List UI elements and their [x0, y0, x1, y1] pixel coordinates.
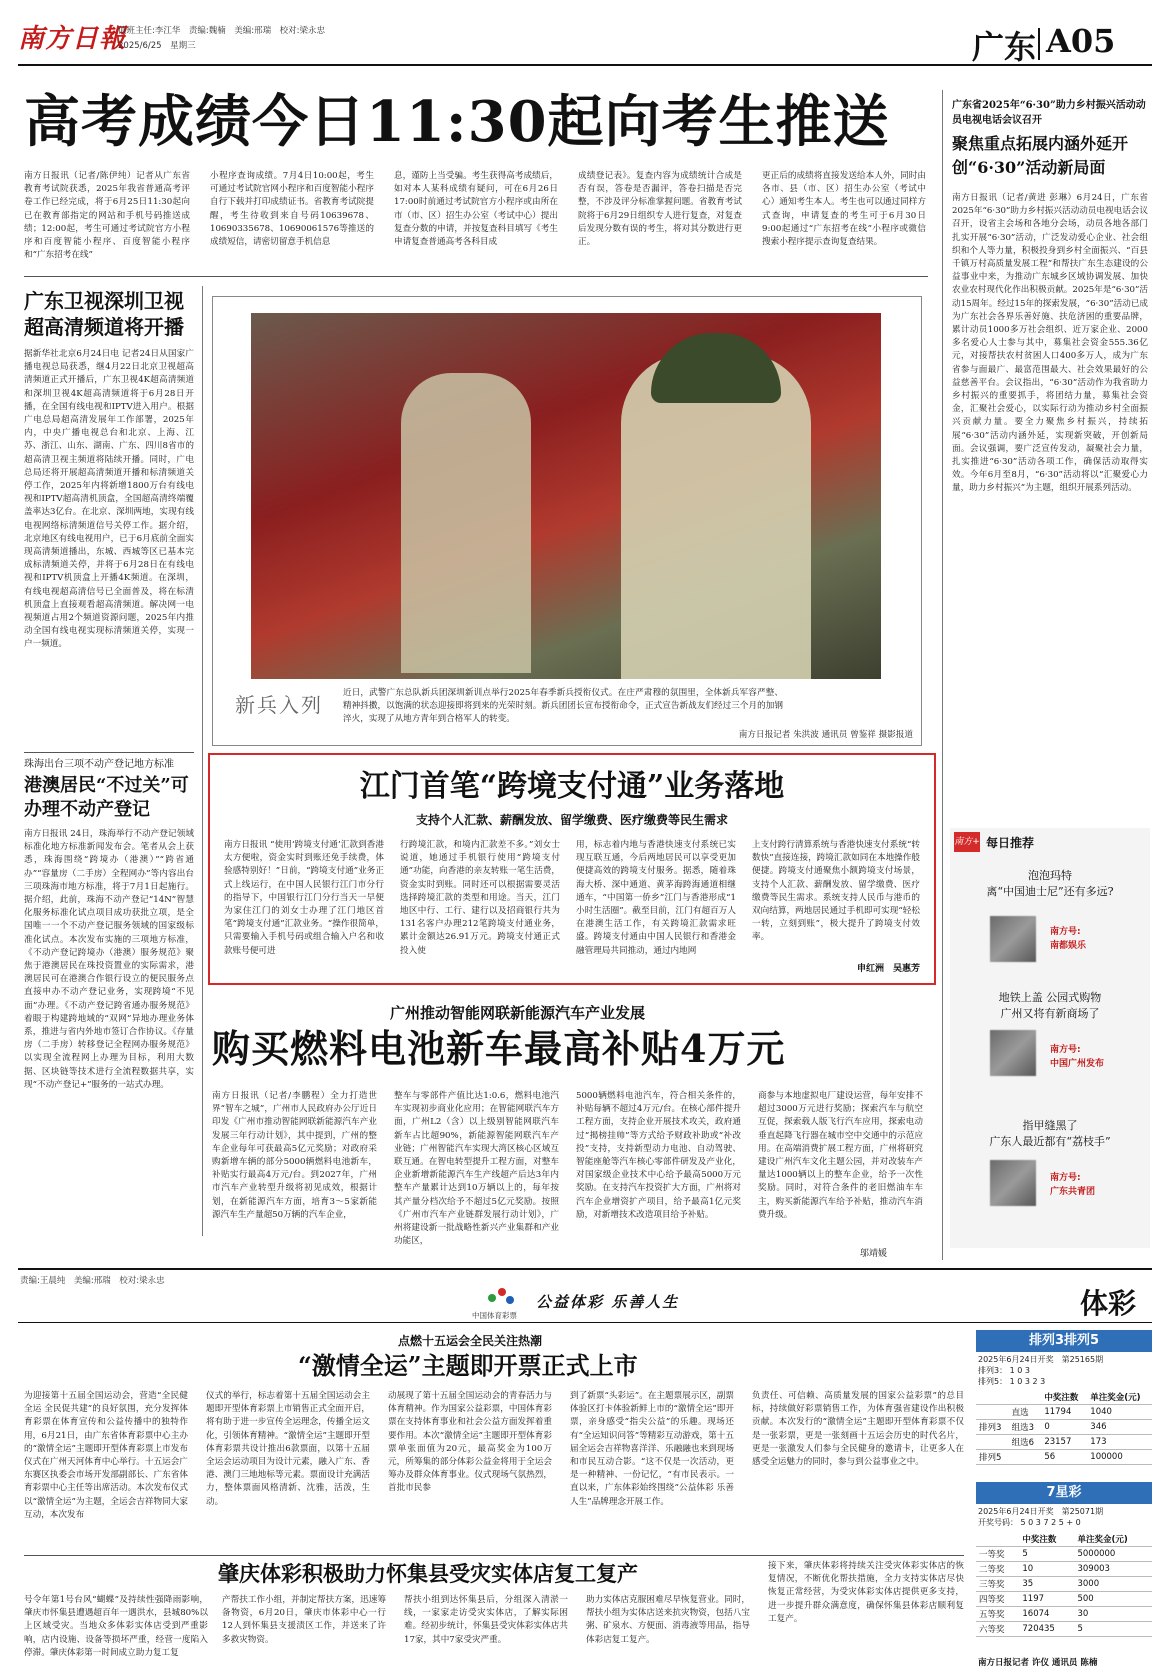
photo-frame [212, 296, 922, 746]
s7-table-cell: 16074 [1019, 1607, 1074, 1622]
left-story2-headline: 港澳居民“不过关”可办理不动产登记 [24, 775, 189, 820]
p3-table-header-cell: 中奖注数 [1041, 1390, 1087, 1405]
page-number: A05 [1046, 22, 1116, 60]
p3-table-cell: 56 [1041, 1450, 1087, 1465]
photo-credit: 南方日报记者 朱洪波 通讯员 曾鉴祥 摄影报道 [738, 730, 913, 740]
sports-col-2: 仪式的举行，标志着第十五届全国运动会主题即开型体育彩票上市销售正式全面开启，将有助于进一步宣传全运理念，传播全运文化，引领体育精神。“激情全运”主题即开型体育彩票共设计推出6款票面，以第十五届全运会运动项目为设计元素，融入广东、香港、澳门三地地标等元素。票面设计充满活力，整体票面风格清新、沈雅，活泼，生动。 [206, 1391, 370, 1507]
sports-headline: “激情全运”主题即开票正式上市 [298, 1351, 638, 1380]
recommend-source: 南都娱乐 [1050, 941, 1087, 951]
editors-line: 值班主任:李江华 责编:魏楠 美编:邢瑞 校对:梁永忠 [118, 26, 325, 36]
p3-title: 排列3排列5 [976, 1330, 1152, 1352]
s7-table-row [976, 1562, 1152, 1577]
s7-table-header-cell: 中奖注数 [1019, 1532, 1074, 1547]
section-divider [1038, 28, 1040, 60]
s7-table-cell: 一等奖 [976, 1547, 1019, 1562]
recommend-brand: 南方+ [954, 832, 980, 852]
jiangmen-byline: 申红洲 吴惠芳 [856, 964, 920, 974]
p3-table-cell [976, 1405, 1009, 1420]
p3-table-row [976, 1405, 1152, 1420]
left-column-divider [202, 286, 203, 1236]
jiangmen-subhead: 支持个人汇款、薪酬发放、留学缴费、医疗缴费等民生需求 [415, 813, 728, 827]
lower-section-rule [18, 1268, 1152, 1270]
p3-table-header-row [976, 1390, 1152, 1405]
p3-table-cell: 直选 [1009, 1405, 1042, 1420]
recommend-item-title: 泡泡玛特 离“中国迪士尼”还有多远? [986, 869, 1114, 898]
s7-table-cell: 35 [1019, 1577, 1074, 1592]
recommend-item-2[interactable] [950, 990, 1150, 1110]
recommend-source: 广东共青团 [1050, 1187, 1096, 1197]
s7-table-row [976, 1577, 1152, 1592]
recommend-thumbnail [990, 1030, 1036, 1076]
sports-bottom-rule [24, 1555, 964, 1556]
s7-table-header-row [976, 1532, 1152, 1547]
s7-table-header-cell: 单注奖金(元) [1074, 1532, 1152, 1547]
lead-col-2: 小程序查询成绩。7月4日10:00起，考生可通过考试院官网小程序和百度智能小程序自行下载并打印成绩证书。省教育考试院提醒，考生待收到来自号码10639678、10690335678、10690061576等推送的成绩短信，请密切留意手机信息 [210, 171, 374, 248]
recommend-item-title: 地铁上盖 公园式购物 广州又将有新商场了 [998, 991, 1102, 1020]
p3-table-cell: 173 [1087, 1435, 1152, 1450]
s7-table-cell: 五等奖 [976, 1607, 1019, 1622]
s7-table-cell: 5 [1074, 1622, 1152, 1637]
p3-table-cell: 0 [1041, 1420, 1087, 1435]
s7-table-row [976, 1622, 1152, 1637]
date-line: 2025/6/25 星期三 [118, 41, 196, 51]
jiangmen-col-4: 上支付跨行清算系统与香港快速支付系统“转数快”直接连接，跨境汇款如同在本地操作般便捷。跨境支付通聚焦小额跨境支付场景，支持个人汇款、薪酬发放、留学缴费、医疗缴费等民生需求。系统支持人民币与港币的双向结算，两地居民通过手机即可实现“轻松一转，立刻到账”，极大提升了跨境支付效率。 [752, 840, 920, 943]
left-story1-body: 据新华社北京6月24日电 记者24日从国家广播电视总局获悉，继4月22日北京卫视超高清频道正式开播后，广东卫视4K超高清频道和深圳卫视4K超高清频道将于6月28日开播，在全国有线电视和IPTV进入用户。根据广电总局超高清发展年工作部署，2025年内，中央广播电视总台和北京、上海、江苏、浙江、山东、湖南、广东、四川8省市的超高清卫视主频道将陆续开播。同时，广电总局还将开展超高清频道开播和标清频道关停工作，2025年内将新增1800万台有线电视和IPTV超高清机顶盒，全国超高清终端覆盖率达3亿台。在北京、深圳两地，实现有线电视网络标清频道信号关停工作。据介绍，北京地区有线电视用户，已于6月底前全面实现高清频道播出，东城、西城等区已基本完成标清频道关停，并将于6月28日在有线电视和IPTV机顶盒上开播4K频道。在深圳，有线电视超高清信号已全面普及，将在标清机顶盒上直接观看超高清频道。解决网一电视频道占用2个频道资源问题，2025年内推动全国有线电视实现标清频道关停，实现一户一频道。 [24, 349, 194, 650]
photo-caption-text: 近日，武警广东总队新兵团深圳新训点举行2025年春季新兵授衔仪式。在庄严肃穆的氛围里，全体新兵军容严整、精神抖擞，以饱满的状态迎接即将到来的光荣时刻。新兵团团长宣布授衔命令，正式宣告新战友们经过三个月的加钢淬火，实现了从地方青年到合格军人的转变。 [343, 688, 783, 725]
left-story2-body: 南方日报讯 24日，珠海举行不动产登记领域标准化地方标准新闻发布会。笔者从会上获悉，珠海围绕“跨境办（港澳）”“跨省通办”“容量房（二手房）全程网办”等内容出台三项珠海市地方标准，将于7月1日起施行。据介绍，此前，珠海不动产登记“14N”智慧化服务标准化试点项目成功获批立项，是全国唯一一个不动产登记服务领域的国家级标准化试点。本次发布实施的三项地方标准，《不动产登记跨境办（港澳）服务规范》聚焦于港澳居民在珠投资置业的实际需求，港澳居民可在港澳合作银行设立的便民服务点直接申办不动产登记业务，实现跨境“不见面”办理。《不动产登记跨省通办服务规范》着眼于构建跨地域的“双网”异地办理业务体系，推进与省内外地市签订合作协议。《存量房（二手房）转移登记全程网办服务规范》以实现全流程网上办理为目标，利用大数据、区块链等技术进行全流程数据共享，实现“不动产登记+”服务的一站式办理。 [24, 829, 194, 1090]
lead-col-5: 更正后的成绩将直接发送给本人外，同时由各市、县（市、区）招生办公室（考试中心）通知考生本人。考生也可以通过同样方式查询，申请复查的考生可于6月30日9:00起通过“广东招考在线”小程序或微信搜索小程序提示查询复查结果。 [762, 171, 926, 248]
sports-col-5: 负责任、可信赖、高质量发展的国家公益彩票”的总目标，持续做好彩票销售工作，为体育强省建设作出积极贡献。本次发行的“激情全运”主题即开型体育彩票不仅是一张彩票，更是一张刻画十五运会历史的时代名片，更是一张激发人们参与全民健身的邀请卡，让更多人在感受全运魅力的同时，参与到公益事业之中。 [752, 1391, 964, 1468]
recommend-item-title: 指甲缝黑了 广东人最近都有“荔枝手” [989, 1119, 1111, 1148]
masthead-rule [18, 64, 1152, 66]
p3-table [976, 1390, 1152, 1465]
zhaoqing-headline: 肇庆体彩积极助力怀集县受灾实体店复工复产 [218, 1561, 638, 1586]
sports-col-3: 动展现了第十五届全国运动会的青春活力与体育精神。作为国家公益彩票，中国体育彩票在支持体育事业和社会公益方面发挥着重要作用。本次“激情全运”主题即开型体育彩票单张面值为20元，最高奖金为100万元，所筹集的部分体彩公益金将用于全运会筹办及群众体育事业。仪式现场气氛热烈，首批市民参 [388, 1391, 552, 1494]
p3-table-cell: 排列3 [976, 1420, 1009, 1435]
left-story2-rule [24, 752, 194, 753]
s7-table-cell: 二等奖 [976, 1562, 1019, 1577]
p3-table-row [976, 1435, 1152, 1450]
s7-table-cell: 500 [1074, 1592, 1152, 1607]
photo-soldier-left [401, 373, 531, 673]
p3-table-cell: 23157 [1041, 1435, 1087, 1450]
lottery-logo-dot-red [498, 1288, 506, 1296]
recommend-item-1[interactable] [950, 868, 1150, 988]
lead-headline: 高考成绩今日11:30起向考生推送 [24, 89, 890, 155]
s7-info: 2025年6月24日开奖 第25071期 开奖号码： 5 0 3 7 2 5 + 0 [978, 1507, 1104, 1527]
lottery-footer: 南方日报记者 许仪 通讯员 陈楠 [978, 1658, 1098, 1668]
s7-table-cell: 1197 [1019, 1592, 1074, 1607]
p3-table-header-cell [1009, 1390, 1042, 1405]
lottery-brand: 中国体育彩票 [472, 1311, 517, 1320]
right-story-headline: 聚焦重点拓展内涵外延开创“6·30”活动新局面 [952, 134, 1129, 177]
right-column-divider [942, 90, 943, 1260]
sports-col-4: 到了新票“头彩运”。在主题票展示区，副票体验区打卡体验新鲜上市的“激情全运”即开票，亲身感受“指尖公益”的乐趣。现场还有“全运知识问答”等精彩互动游戏，第十五届全运会吉祥物喜洋洋、乐融融也来到现场和市民互动合影。“这不仅是一次活动，更是一种精神、一份记忆，“有市民表示。一直以来，广东体彩始终围绕“公益体彩 乐善人生”品牌理念开展工作。 [570, 1391, 734, 1507]
lottery-slogan: 公益体彩 乐善人生 [536, 1293, 680, 1311]
p3-info: 2025年6月24日开奖 第25165期 排列3： 1 0 3 排列5： 1 0 3 2 3 [978, 1355, 1104, 1386]
sports-kicker: 点燃十五运会全民关注热潮 [398, 1334, 543, 1348]
recommend-panel [950, 828, 1150, 1248]
lower-header-rule [18, 1322, 1152, 1323]
guangzhou-col-3: 5000辆燃料电池汽车，符合相关条件的，补贴每辆不超过4万元/台。在核心部件提升工程方面，支持企业开展技术攻关，政府通过“揭榜挂帅”等方式给予财政补助或“补改投”支持，支持新型动力电池、自动驾驶、智能座舱等汽车核心零部件研发及产业化，对国家级企业技术中心给予最高5000万元奖励。在支持汽车投资扩大方面，广州将对汽车企业增资扩产项目，给予最高1亿元奖励，对新增技术改造项目给予补贴。 [576, 1091, 741, 1220]
recommend-thumbnail [990, 1160, 1036, 1206]
p3-table-header-cell: 单注奖金(元) [1087, 1390, 1152, 1405]
s7-table-header-cell [976, 1532, 1019, 1547]
lottery-logo-dot-blue [506, 1296, 514, 1304]
photo-cap [651, 333, 781, 403]
lead-col-4: 成绩登记表》。复查内容为成绩统计合成是否有误，答卷是否漏评，答卷扫描是否完整，不涉及评分标准掌握问题。省教育考试院将于6月29日组织专人进行复查，对复查后发现分数有误的考生，将对其分数进行更正。 [578, 171, 742, 248]
recommend-item-3[interactable] [950, 1118, 1150, 1238]
s7-table-row [976, 1607, 1152, 1622]
recommend-source: 中国广州发布 [1050, 1059, 1105, 1069]
p3-table-header-cell [976, 1390, 1009, 1405]
s7-table-cell: 10 [1019, 1562, 1074, 1577]
sports-col-1: 为迎接第十五届全国运动会，营造“全民健全运 全民促共建”的良好氛围，充分发挥体育彩票在体育宣传和公益传播中的独特作用，6月21日，由广东省体育彩票中心主办的“激情全运”主题即开型体育彩票上市发布仪式在广州天河体育中心举行。十五运会广东赛区执委会市场开发部副部长、广东省体育彩票中心主任等出席活动。本次发布仪式以“激情全运”为主题，全运会吉祥物同大家互动，本次发布 [24, 1391, 188, 1520]
s7-table [976, 1532, 1152, 1637]
lottery-logo [484, 1288, 516, 1310]
photo-caption-title: 新兵入列 [235, 693, 323, 717]
zhaoqing-col-4: 助力实体店克服困难尽早恢复营业。同时，帮扶小组为实体店送来抗灾物资，包括八宝粥、矿泉水、方便面、消毒液等用品，指导体彩店复工复产。 [586, 1595, 750, 1645]
recommend-source-prefix: 南方号: [1050, 1173, 1081, 1183]
p3-table-cell: 组选6 [1009, 1435, 1042, 1450]
left-story1-headline: 广东卫视深圳卫视超高清频道将开播 [24, 289, 184, 339]
jiangmen-col-2: 行跨境汇款，和境内汇款差不多。”刘女士说道，她通过手机银行使用“跨境支付通”功能，向香港的亲友转账一笔生活费，资金实时到账。同时还可以根据需要灵活选择跨境汇款的类型和用途。当天，江门地区中行、工行、建行以及招商银行共为131名客户办理212笔跨境支付通业务，累计金额达26.91万元。跨境支付通正式投入使 [400, 840, 560, 956]
guangzhou-col-2: 整车与零部件产值比达1:0.6，燃料电池汽车实现初步商业化应用；在智能网联汽车方面，广州L2（含）以上级别智能网联汽车新车占比超90%，新能源智能网联汽车产业链；广州智能汽车实现大湾区核心区域互联互通。在智电转型提升工程方面，对整车企业新增新能源汽车生产线超产后达3年内整车产量累计达到10万辆以上的，每年按其产量分档次给予不超过5亿元奖励。按照《广州市汽车产业链群发展行动计划》，广州将建设新一批战略性新兴产业集群和产业功能区， [394, 1091, 559, 1247]
s7-table-cell: 309003 [1074, 1562, 1152, 1577]
zhaoqing-col-3: 帮扶小组到达怀集县后，分组深入清淤一线，一家家走访受灾实体店，了解实际困难。经初步统计，怀集县受灾体彩实体店共17家，其中7家受灾严重。 [404, 1595, 568, 1645]
lottery-logo-dot-green [488, 1294, 496, 1302]
right-story-kicker: 广东省2025年“6·30”助力乡村振兴活动动员电视电话会议召开 [952, 100, 1146, 126]
recommend-source-prefix: 南方号: [1050, 927, 1081, 937]
guangzhou-col-4: 商参与本地虚拟电厂建设运营，每年安排不超过3000万元进行奖励；探索汽车与航空互促，探索载人版飞行汽车应用，探索电动垂直起降飞行器在城市空中交通中的示范应用。在高端消费扩展工程方面，广州将研究建设广州汽车文化主题公园，并对改装车产量达1000辆以上的整车企业，给予一次性奖励。同时，对符合条件的老旧燃油车车主，购买新能源汽车给予补贴，推动汽车消费升级。 [758, 1091, 923, 1220]
recruits-photo [251, 313, 881, 679]
recommend-source-prefix: 南方号: [1050, 1045, 1081, 1055]
s7-table-cell: 六等奖 [976, 1622, 1019, 1637]
masthead [0, 0, 1170, 72]
lead-col-3: 息，谨防上当受骗。考生获得高考成绩后，如对本人某科成绩有疑问，可在6月26日17:00时前通过考试院官方小程序或由所在市（市、区）招生办公室（考试中心）提出复查分数的申请，并按复查科目填写《考生申请复查普通高考各科目成 [394, 171, 558, 248]
right-story-body: 南方日报讯（记者/黄进 彭琳）6月24日，广东省2025年“6·30”助力乡村振兴活动动员电视电话会议召开，设省主会场和各地分会场，动员各地各部门扎实开展“6·30”活动，广泛发动爱心企业、社会组织和个人等力量，积极投身到乡村全面振兴、“百县千镇万村高质量发展工程”和帮扶广东生态建设的公益事业中来，为推动广东城乡区域协调发展、加快农业农村现代化作出积极贡献。2025年是“6·30”活动15周年。经过15年的探索发展，“6·30”活动已成为广东社会各界乐善好施、扶危济困的重要品牌，累计动员1000多万社会组织、近万家企业、2000多名爱心人士参与其中，募集社会资金555.36亿元，对接帮扶农村贫困人口400多万人，成为广东省参与面最广、最富范围最大、社会效果最好的公益慈善平台。会议指出，“6·30”活动作为我省助力乡村振兴的重要抓手，将团结力量，募集社会资金，汇聚社会爱心，以实际行动为推动乡村全面振兴贡献力量。要全力聚焦乡村振兴，持续拓展“6·30”活动内涵外延，实现新突破，开创新局面。会议强调，要广泛宣传发动，凝聚社会力量，扎实推进“6·30”活动各项工作，确保活动取得实效。今年6月至8月，“6·30”活动将以“汇聚爱心力量，助力乡村振兴”为主题，组织开展系列活动。 [952, 193, 1148, 494]
s7-table-cell: 三等奖 [976, 1577, 1019, 1592]
guangzhou-byline: 邬靖媛 [860, 1249, 888, 1259]
lottery-results-panel [976, 1330, 1152, 1670]
p3-table-row [976, 1450, 1152, 1465]
p3-table-cell [1009, 1450, 1042, 1465]
p3-table-row [976, 1420, 1152, 1435]
s7-table-row [976, 1592, 1152, 1607]
guangzhou-headline: 购买燃料电池新车最高补贴4万元 [212, 1026, 786, 1071]
guangzhou-col-1: 南方日报讯（记者/李鹏程）全力打造世界“智车之城”，广州市人民政府办公厅近日印发《广州市推动智能网联新能源汽车产业发展三年行动计划》，其中提到，广州的整车企业每年可获最高5亿元奖励；对政府采购新增车辆的部分5000辆燃料电池新车，补贴实行最高4万元/台。到2027年，广州市汽车产业转型升级将初见成效，根据计划，在新能源汽车方面，培育3～5家新能源汽车生产量超50万辆的汽车企业， [212, 1091, 377, 1220]
zhaoqing-col-2: 产帮扶工作小组，并制定帮扶方案，迅速筹备物资，6月20日，肇庆市体彩中心一行12人到怀集县支援渍区工作，并送来了许多救灾物资。 [222, 1595, 386, 1645]
s7-title: 7星彩 [976, 1482, 1152, 1504]
lower-section-name: 体彩 [1080, 1287, 1137, 1320]
s7-table-cell: 3000 [1074, 1577, 1152, 1592]
s7-table-cell: 四等奖 [976, 1592, 1019, 1607]
jiangmen-box [208, 753, 936, 985]
jiangmen-col-1: 南方日报讯 “使用‘跨境支付通’汇款到香港太方便啦，资金实时到账还免手续费，体验感特别好！”日前，“跨境支付通”业务正式上线运行，在中国人民银行江门市分行的指导下，中国银行江门分行当天一早便为家住江门的刘女士办理了江门地区首笔“跨境支付通”汇款业务。“操作很简单，只需要输入手机号码或组合输入户名和收款账号便可进 [224, 840, 384, 956]
left-story2-kicker: 珠海出台三项不动产登记地方标准 [24, 759, 174, 770]
p3-table-cell: 排列5 [976, 1450, 1009, 1465]
newspaper-logo: 南方日報 [18, 24, 127, 54]
s7-table-cell: 5000000 [1074, 1547, 1152, 1562]
section-name: 广东 [972, 28, 1037, 66]
s7-table-cell: 30 [1074, 1607, 1152, 1622]
guangzhou-kicker: 广州推动智能网联新能源汽车产业发展 [390, 1004, 646, 1022]
p3-table-cell: 组选3 [1009, 1420, 1042, 1435]
jiangmen-headline: 江门首笔“跨境支付通”业务落地 [359, 769, 785, 804]
p3-table-cell: 100000 [1087, 1450, 1152, 1465]
lower-editors-line: 责编:王晨纯 美编:邢瑞 校对:梁永忠 [20, 1276, 165, 1286]
p3-table-cell: 346 [1087, 1420, 1152, 1435]
zhaoqing-col-5: 接下来，肇庆体彩将持续关注受灾体彩实体店的恢复情况，不断优化帮扶措施，全力支持实体店尽快恢复正常经营，为受灾体彩实体店提供更多支持，进一步提升群众满意度，确保怀集县体彩店顺利复工复产。 [768, 1561, 964, 1624]
recommend-label: 每日推荐 [986, 836, 1035, 850]
lead-rule [24, 276, 928, 277]
s7-table-row [976, 1547, 1152, 1562]
lead-col-1: 南方日报讯（记者/陈伊纯）记者从广东省教育考试院获悉，2025年我省普通高考评卷工作已经完成，将于6月25日11:30起向已在教育部指定的网站和手机号码推送成绩；12:00起，考生可通过考试院官方小程序和百度智能小程序、百度智能小程序和“广东招考在线” [24, 171, 190, 261]
jiangmen-col-3: 用，标志着内地与香港快速支付系统已实现互联互通，今后两地居民可以享受更加便捷高效的跨境支付服务。据悉，随着珠海大桥、深中通道、黄茅海跨海通道相继通车，“中国第一侨乡”江门与香港形成“1小时生活圈”。截至目前，江门有超百万人在港澳生活工作，有关跨境汇款需求旺盛。跨境支付通由中国人民银行和香港金融管理局共同推动，通过内地网 [576, 840, 736, 956]
p3-table-cell: 11794 [1041, 1405, 1087, 1420]
p3-table-cell: 1040 [1087, 1405, 1152, 1420]
s7-table-cell: 720435 [1019, 1622, 1074, 1637]
p3-table-cell [976, 1435, 1009, 1450]
s7-table-cell: 5 [1019, 1547, 1074, 1562]
recommend-thumbnail [990, 916, 1036, 962]
zhaoqing-col-1: 号令年第1号台风“蝴蝶”及持续性强降雨影响，肇庆市怀集县遭遇超百年一遇洪水，县城80%以上区域受灾。当地众多体彩实体店受到严重影响，店内设施、设备等损坏严重，经营一度陷入停滞。肇庆体彩第一时间成立助力复工复 [24, 1595, 208, 1658]
